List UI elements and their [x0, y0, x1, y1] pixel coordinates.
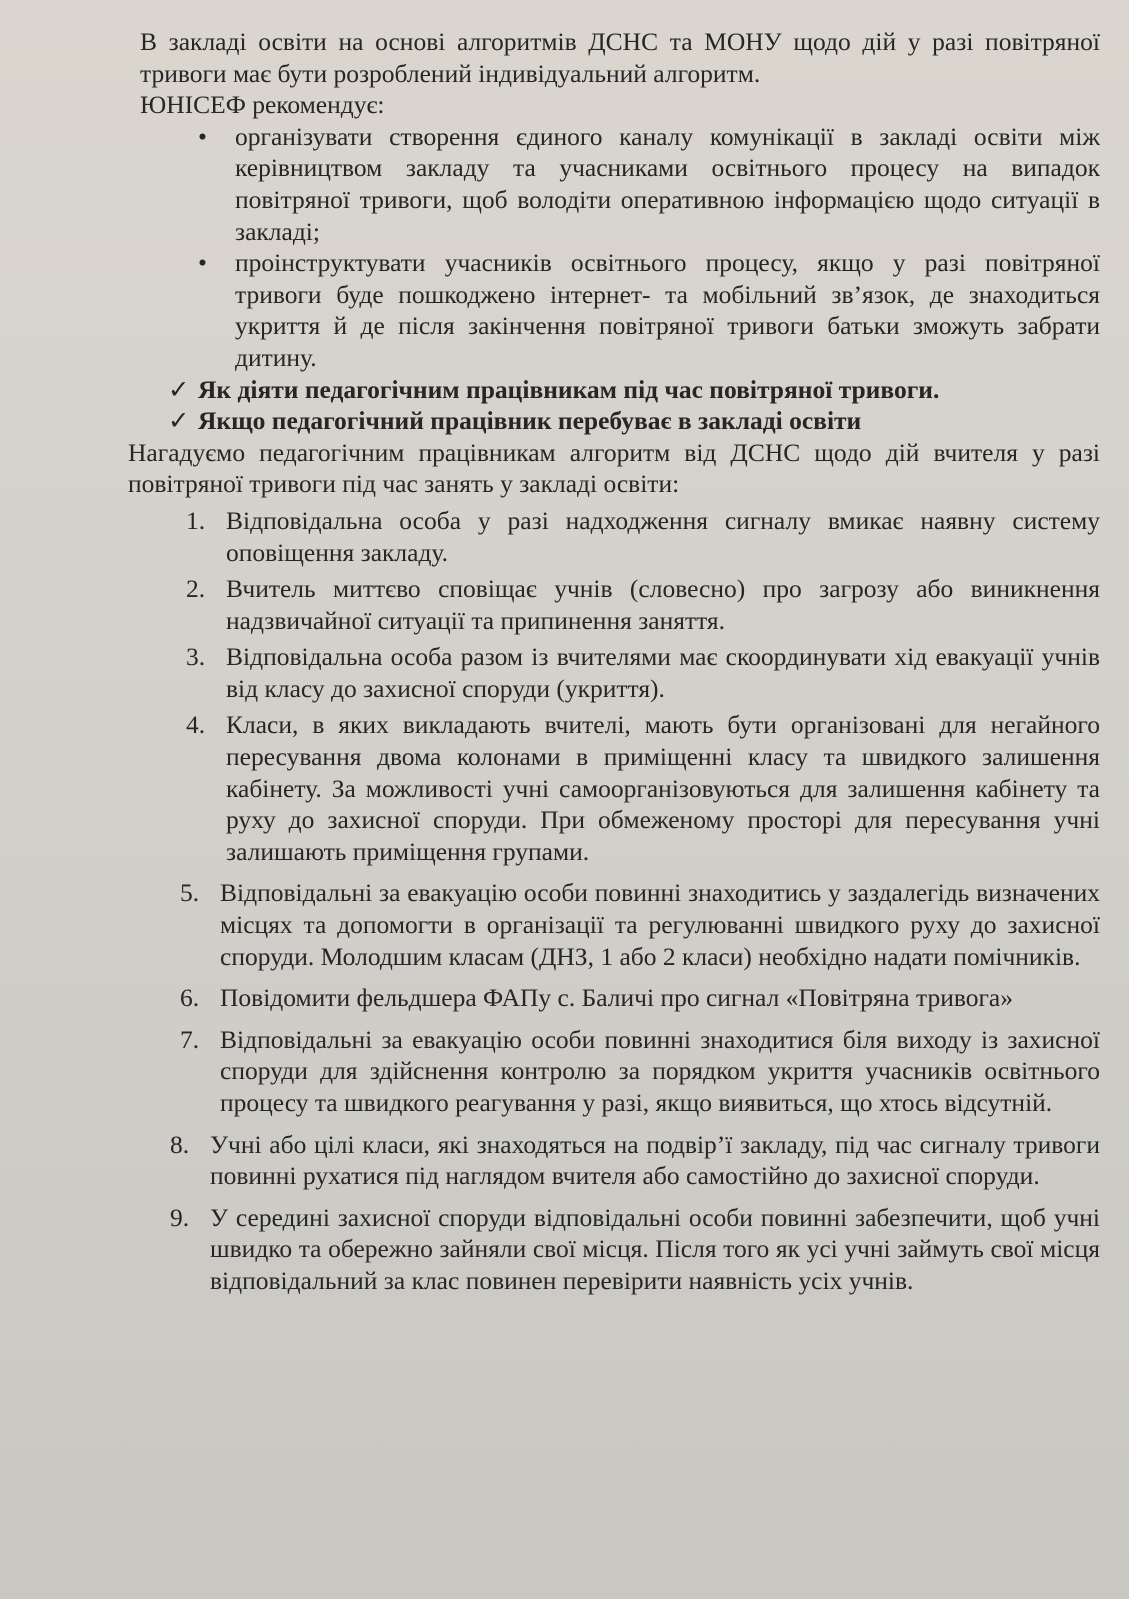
step-text: Вчитель миттєво сповіщає учнів (словесно) про загрозу або виникнення надзвичайної ситуації та припинення заняття. [226, 574, 1100, 635]
document-body [128, 26, 1100, 1297]
step-number: 5. [180, 878, 200, 908]
step-number: 2. [186, 574, 206, 604]
check-mark-icon: ✓ [168, 406, 190, 436]
intro-paragraph: В закладі освіти на основі алгоритмів ДСНС та МОНУ щодо дій у разі повітряної тривоги має бути розроблений індивідуальний алгоритм. [140, 27, 1100, 88]
list-item [140, 573, 1100, 636]
checked-heading-text: Як діяти педагогічним працівникам під час повітряної тривоги. [198, 374, 940, 404]
step-number: 1. [186, 505, 206, 535]
step-text: Відповідальні за евакуацію особи повинні знаходитися біля виходу із захисної споруди для здійснення контролю за порядком укриття учасників освітнього процесу та швидкого реагування у разі, якщо виявиться, що хтось відсутній. [220, 1024, 1100, 1117]
step-number: 3. [186, 642, 206, 672]
checked-heading-2 [136, 405, 1100, 437]
list-item: • організувати створення єдиного каналу комунікації в закладі освіти між керівництвом закладу та учасниками освітнього процесу на випадок повітряної тривоги, щоб володіти оперативною інформацією щодо ситуації в закладі; [140, 121, 1100, 247]
list-item [140, 641, 1100, 704]
reminder-paragraph: Нагадуємо педагогічним працівникам алгоритм від ДСНС щодо дій вчителя у разі повітряної тривоги під час занять у закладі освіти: [128, 437, 1100, 499]
list-item: • проінструктувати учасників освітнього процесу, якщо у разі повітряної тривоги буде пошкоджено інтернет- та мобільний зв’язок, де знаходиться укриття й де після закінчення повітряної тривоги батьки зможуть забрати дитину. [140, 247, 1100, 373]
recommendations-list [140, 121, 1100, 374]
step-text: Повідомити фельдшера ФАПу с. Баличі про сигнал «Повітряна тривога» [220, 983, 1013, 1013]
list-item [140, 505, 1100, 568]
step-text: Відповідальна особа разом із вчителями має скоординувати хід евакуації учнів від класу до захисної споруди (укриття). [226, 642, 1100, 703]
list-item [140, 1024, 1100, 1119]
step-text: Класи, в яких викладають вчителі, мають бути організовані для негайного пересування двома колонами в приміщенні класу та швидкого залишення кабінету. За можливості учні самоорганізовуються для залишення кабінету та руху до захисної споруди. При обмеженому просторі для пересування учні залишають приміщення групами. [226, 710, 1100, 866]
check-mark-icon: ✓ [168, 374, 190, 404]
step-number: 7. [180, 1024, 200, 1054]
list-item [140, 1202, 1100, 1297]
step-text: Відповідальні за евакуацію особи повинні знаходитись у заздалегідь визначених місцях та допомогти в організації та регулюванні швидкого руху до захисної споруди. Молодшим класам (ДНЗ, 1 або 2 класи) необхідно надати помічників. [220, 878, 1100, 971]
checked-heading-text: Якщо педагогічний працівник перебуває в закладі освіти [198, 406, 862, 436]
list-item [140, 1129, 1100, 1192]
list-item [140, 982, 1100, 1014]
step-text: Учні або цілі класи, які знаходяться на подвір’ї закладу, під час сигналу тривоги повинні рухатися під наглядом вчителя або самостійно до захисної споруди. [210, 1129, 1100, 1191]
step-text: У середині захисної споруди відповідальні особи повинні забезпечити, щоб учні швидко та обережно зайняли свої місця. Після того як усі учні займуть свої місця відповідальний за клас повинен перевірити наявність усіх учнів. [210, 1202, 1100, 1295]
step-number: 9. [170, 1202, 190, 1232]
list-item [140, 877, 1100, 972]
step-number: 4. [186, 710, 206, 740]
checked-heading-1 [136, 374, 1100, 406]
steps-list [140, 505, 1100, 1297]
step-number: 6. [180, 983, 200, 1013]
unicef-recommends: ЮНІСЕФ рекомендує: [140, 90, 385, 120]
list-item [140, 709, 1100, 867]
step-text: Відповідальна особа у разі надходження сигналу вмикає наявну систему оповіщення закладу. [226, 505, 1100, 567]
step-number: 8. [170, 1129, 190, 1159]
